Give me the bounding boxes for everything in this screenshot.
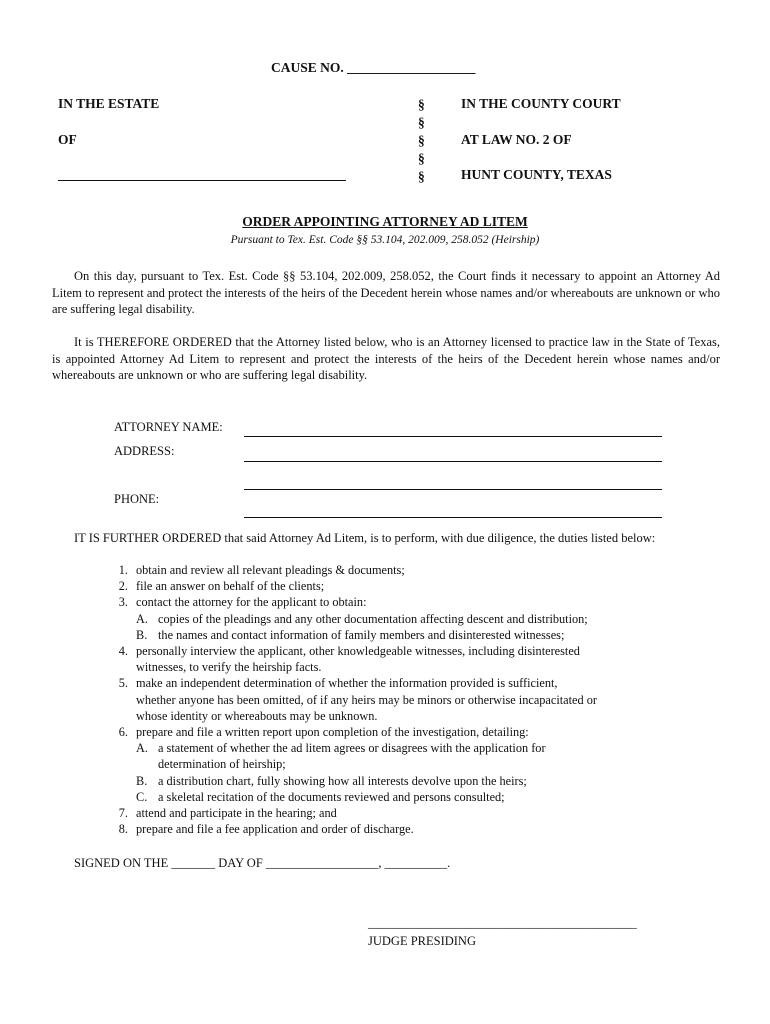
paragraph-text: On this day, pursuant to Tex. Est. Code §§ 53.104, 202.009, 258.052, the Court finds it necessary to appoint an Attorney Ad Litem to represent and protect the interests of the heirs of the Decedent herein whose names and/or whereabouts are unknown or who are suffering legal disability. (52, 269, 720, 316)
further-ordered-text: IT IS FURTHER ORDERED that said Attorney Ad Litem, is to perform, with due diligence, the duties listed below: (74, 531, 656, 545)
duty-continuation: whether anyone has been omitted, of if any heirs may be minors or otherwise incapacitated or (136, 692, 597, 707)
court-label: IN THE COUNTY COURT (461, 96, 621, 111)
county-label: HUNT COUNTY, TEXAS (461, 167, 612, 182)
list-item (110, 562, 597, 578)
duty-continuation: whose identity or whereabouts may be unknown. (136, 708, 378, 723)
section-mark: § (418, 151, 425, 166)
list-item (110, 724, 597, 740)
list-item (110, 643, 597, 659)
duty-text: contact the attorney for the applicant to obtain: (136, 595, 367, 610)
court-number-label: AT LAW NO. 2 OF (461, 132, 572, 147)
duty-text: a statement of whether the ad litem agrees or disagrees with the application for (158, 741, 546, 756)
duty-text: attend and participate in the hearing; and (136, 806, 337, 821)
paragraph-text: It is THEREFORE ORDERED that the Attorney listed below, who is an Attorney licensed to practice law in the State of Texas, is appointed Attorney Ad Litem to represent and protect the interests of the heirs of the Decedent herein whose names and/or whereabouts are unknown or who are suffering legal disability. (52, 335, 720, 382)
sub-letter: C. (136, 789, 148, 804)
sub-list-item (110, 627, 597, 643)
attorney-name-label: ATTORNEY NAME: (114, 420, 223, 434)
duty-text: a distribution chart, fully showing how all interests devolve upon the heirs; (158, 773, 527, 788)
address-field-line-2[interactable] (244, 489, 662, 490)
list-number: 3. (118, 595, 128, 610)
address-field-line-1[interactable] (244, 461, 662, 462)
list-item (110, 675, 597, 691)
sub-list-item (110, 740, 597, 756)
order-paragraph (52, 334, 720, 384)
attorney-name-field[interactable] (244, 436, 662, 437)
sub-letter: B. (136, 773, 148, 788)
finding-paragraph (52, 268, 720, 318)
section-mark: § (418, 133, 425, 148)
sub-list-item (110, 611, 597, 627)
section-mark: § (418, 169, 425, 184)
section-marks (418, 96, 425, 186)
phone-field[interactable] (244, 517, 662, 518)
decedent-name-line (58, 180, 346, 181)
sub-letter: A. (136, 741, 148, 756)
list-number: 2. (118, 579, 128, 594)
duties-list (110, 562, 597, 837)
duty-text: obtain and review all relevant pleadings & documents; (136, 563, 405, 577)
cause-number: CAUSE NO. ___________________ (271, 60, 476, 75)
list-item (110, 805, 597, 821)
list-number: 4. (118, 644, 128, 659)
section-mark: § (418, 115, 425, 130)
list-number: 5. (118, 676, 128, 691)
list-number: 1. (118, 563, 128, 577)
estate-label: IN THE ESTATE (58, 96, 160, 111)
duty-text: prepare and file a written report upon completion of the investigation, detailing: (136, 725, 529, 740)
sub-list-item (110, 773, 597, 789)
address-label: ADDRESS: (114, 444, 175, 458)
section-mark: § (418, 97, 425, 112)
duty-text: copies of the pleadings and any other documentation affecting descent and distribution; (158, 611, 588, 626)
duty-text: the names and contact information of family members and disinterested witnesses; (158, 627, 565, 642)
sub-letter: A. (136, 611, 148, 626)
sub-letter: B. (136, 627, 148, 642)
signed-on-line: SIGNED ON THE _______ DAY OF __________________, __________. (74, 856, 451, 870)
phone-label: PHONE: (114, 492, 160, 506)
list-number: 6. (118, 725, 128, 740)
judge-signature-line[interactable]: ___________________________________________ (368, 916, 637, 930)
of-label: OF (58, 132, 77, 147)
duty-text: a skeletal recitation of the documents reviewed and persons consulted; (158, 789, 505, 804)
list-item (110, 821, 597, 837)
list-item (110, 578, 597, 594)
document-subtitle: Pursuant to Tex. Est. Code §§ 53.104, 202.009, 258.052 (Heirship) (230, 234, 540, 246)
duty-continuation: determination of heirship; (158, 757, 286, 772)
list-number: 8. (118, 822, 128, 837)
judge-presiding-label: JUDGE PRESIDING (368, 934, 476, 948)
duty-text: make an independent determination of whether the information provided is sufficient, (136, 676, 558, 691)
duty-continuation: witnesses, to verify the heirship facts. (136, 660, 322, 675)
duty-text: prepare and file a fee application and order of discharge. (136, 822, 414, 837)
sub-list-item (110, 789, 597, 805)
duty-text: file an answer on behalf of the clients; (136, 579, 325, 594)
list-number: 7. (118, 806, 128, 821)
list-item (110, 594, 597, 610)
duty-text: personally interview the applicant, other knowledgeable witnesses, including disinterested (136, 644, 580, 659)
document-title: ORDER APPOINTING ATTORNEY AD LITEM (242, 214, 528, 229)
